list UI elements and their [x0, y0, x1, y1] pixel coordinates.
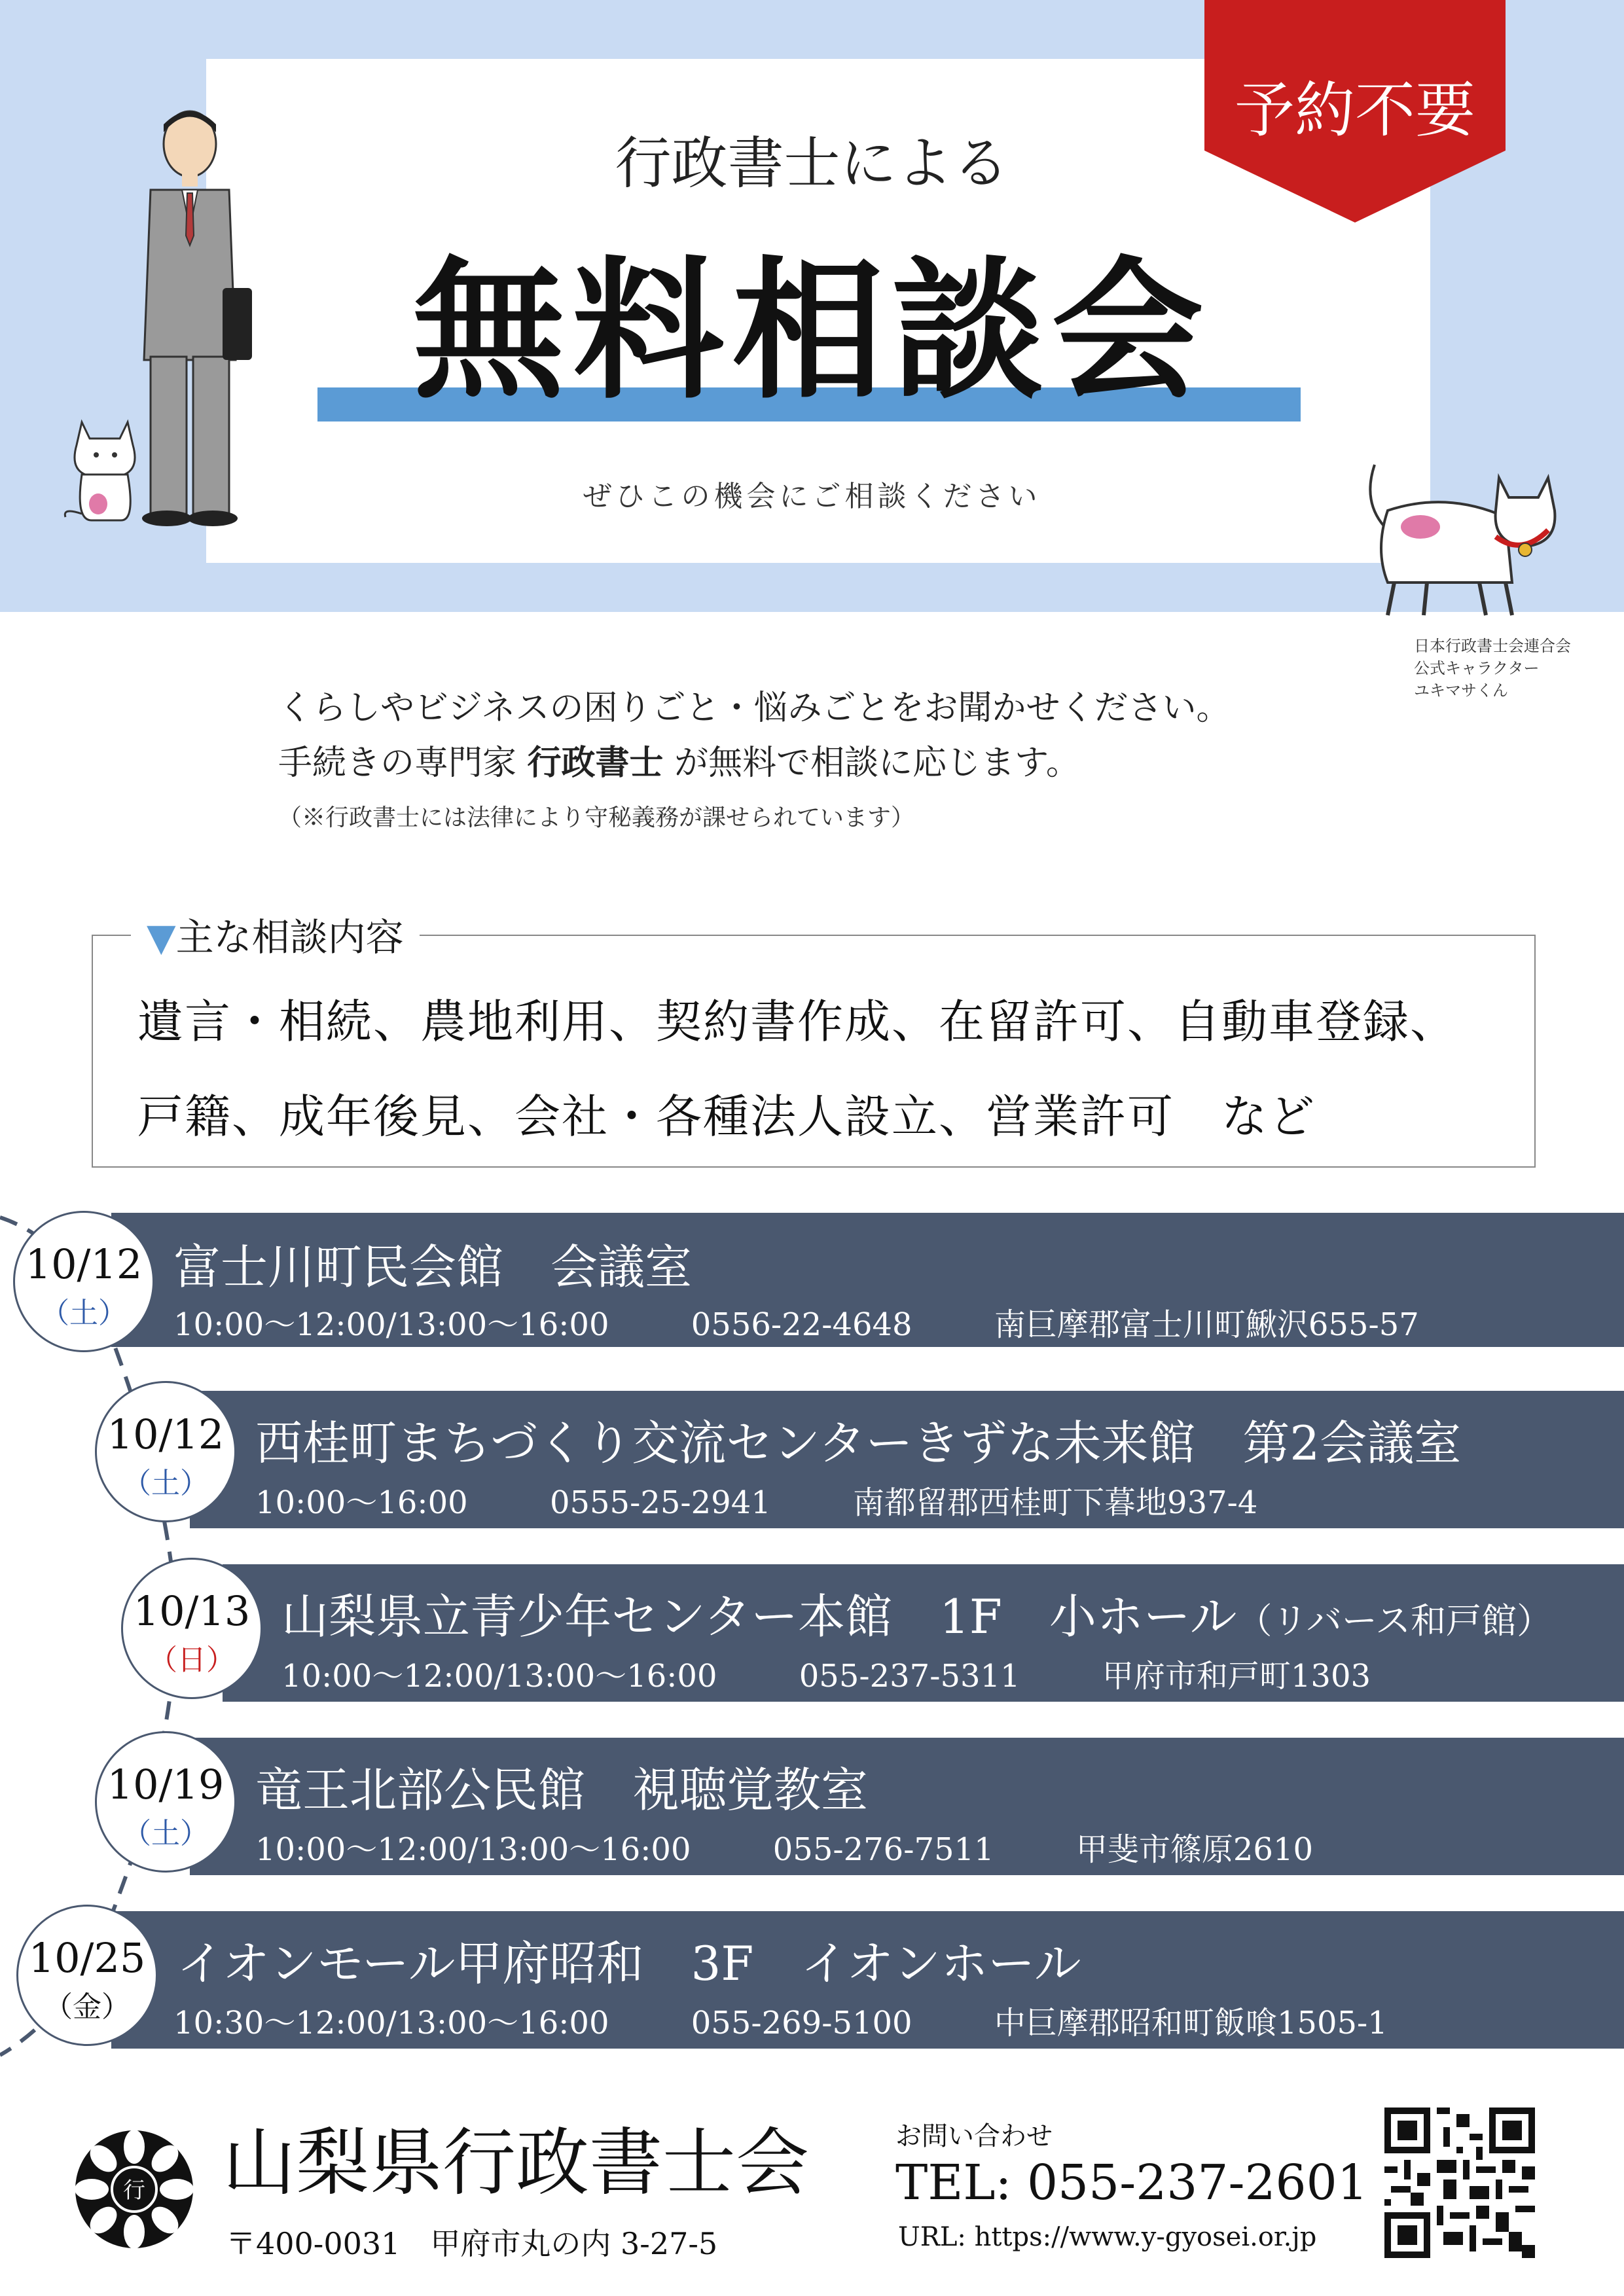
confidentiality-note: （※行政書士には法律により守秘義務が課せられています）	[278, 804, 915, 831]
intro-text	[278, 681, 1230, 846]
venue-name: イオンモール甲府昭和 3F イオンホール	[177, 1936, 1081, 1991]
character-caption	[1414, 635, 1571, 702]
session-tel: 055-269-5100	[691, 2005, 912, 2041]
venue-details	[173, 1998, 1460, 2043]
session-address: 甲斐市篠原2610	[1075, 1831, 1314, 1868]
intro-prefix: 手続きの専門家	[278, 744, 517, 783]
session-tel: 055-237-5311	[799, 1658, 1020, 1695]
session-weekday: （土）	[122, 1817, 209, 1850]
walking-cat-illustration	[1348, 452, 1571, 622]
organization-name: 山梨県行政書士会	[223, 2121, 809, 2206]
intro-strong: 行政書士	[527, 743, 664, 783]
session-date: 10/25	[28, 1934, 146, 1982]
session-weekday: （土）	[122, 1467, 209, 1500]
svg-text:行: 行	[123, 2178, 145, 2204]
venue-name: 竜王北部公民館 視聴覚教室	[255, 1763, 869, 1818]
intro-line-1: くらしやビジネスの困りごと・悩みごとをお聞かせください。	[278, 689, 1231, 728]
pre-title: 行政書士による	[615, 131, 1009, 196]
session-weekday: （土）	[41, 1297, 127, 1330]
session-time: 10:00～12:00/13:00～16:00	[173, 1306, 609, 1343]
qr-code	[1384, 2108, 1535, 2258]
session-bar	[223, 1564, 1624, 1702]
session-date: 10/19	[107, 1761, 225, 1808]
emblem-logo	[72, 2127, 196, 2251]
badge-text: 予約不要	[1234, 75, 1475, 145]
session-tel: 0556-22-4648	[691, 1306, 912, 1343]
caption-line: ユキマサくん	[1414, 681, 1508, 700]
venue-name-main: 山梨県立青少年センター本館 1F 小ホール	[281, 1589, 1237, 1644]
topics-line-1: 遺言・相続、農地利用、契約書作成、在留許可、自動車登録、	[137, 995, 1457, 1049]
venue-details	[173, 1299, 1491, 1344]
session-address: 南都留郡西桂町下暮地937-4	[853, 1484, 1258, 1521]
contact-tel: TEL: 055-237-2601	[895, 2155, 1368, 2211]
venue-name-note: （リバース和戸館）	[1236, 1600, 1553, 1641]
session-bar	[111, 1213, 1624, 1347]
topics-heading	[131, 906, 420, 961]
session-bar	[190, 1391, 1624, 1528]
date-circle	[13, 1211, 154, 1352]
venue-name: 富士川町民会館 会議室	[173, 1240, 693, 1295]
date-circle	[16, 1905, 158, 2046]
page-title: 無料相談会	[412, 243, 1212, 420]
caption-line: 公式キャラクター	[1414, 659, 1540, 677]
topics-heading-text: 主な相談内容	[175, 915, 404, 960]
session-address: 南巨摩郡富士川町鰍沢655-57	[994, 1306, 1419, 1343]
session-address: 中巨摩郡昭和町飯喰1505-1	[994, 2005, 1388, 2041]
organization-address: 〒400-0031 甲府市丸の内 3-27-5	[226, 2226, 718, 2261]
venue-name	[281, 1579, 1552, 1647]
caption-line: 日本行政書士会連合会	[1414, 637, 1571, 655]
venue-details	[255, 1477, 1329, 1522]
date-circle	[95, 1731, 236, 1873]
date-circle	[121, 1558, 262, 1699]
contact-label: お問い合わせ	[895, 2121, 1053, 2151]
session-bar	[111, 1911, 1624, 2049]
intro-line-2	[278, 736, 1230, 791]
topics-line-2: 戸籍、成年後見、会社・各種法人設立、営業許可 など	[137, 1090, 1316, 1143]
intro-suffix: が無料で相談に応じます。	[674, 744, 1080, 783]
venue-details	[281, 1651, 1443, 1696]
session-time: 10:00～12:00/13:00～16:00	[255, 1831, 691, 1868]
subtitle: ぜひこの機会にご相談ください	[583, 480, 1041, 513]
date-circle	[95, 1381, 236, 1522]
session-weekday: （金）	[44, 1990, 130, 2024]
session-time: 10:30～12:00/13:00～16:00	[173, 2005, 609, 2041]
session-address: 甲府市和戸町1303	[1102, 1658, 1371, 1695]
session-bar	[190, 1738, 1624, 1875]
session-time: 10:00～16:00	[255, 1484, 468, 1521]
session-weekday: （日）	[149, 1643, 235, 1677]
venue-name: 西桂町まちづくり交流センターきずな未来館 第2会議室	[255, 1416, 1462, 1471]
triangle-icon: ▼	[147, 915, 176, 960]
session-tel: 055-276-7511	[772, 1831, 994, 1868]
venue-details	[255, 1824, 1385, 1869]
session-date: 10/12	[107, 1410, 225, 1458]
session-date: 10/13	[133, 1587, 251, 1635]
session-time: 10:00～12:00/13:00～16:00	[281, 1658, 717, 1695]
contact-url[interactable]: URL: https://www.y-gyosei.or.jp	[898, 2222, 1317, 2252]
cat-illustration	[62, 409, 147, 524]
session-tel: 0555-25-2941	[549, 1484, 771, 1521]
session-date: 10/12	[25, 1240, 143, 1288]
